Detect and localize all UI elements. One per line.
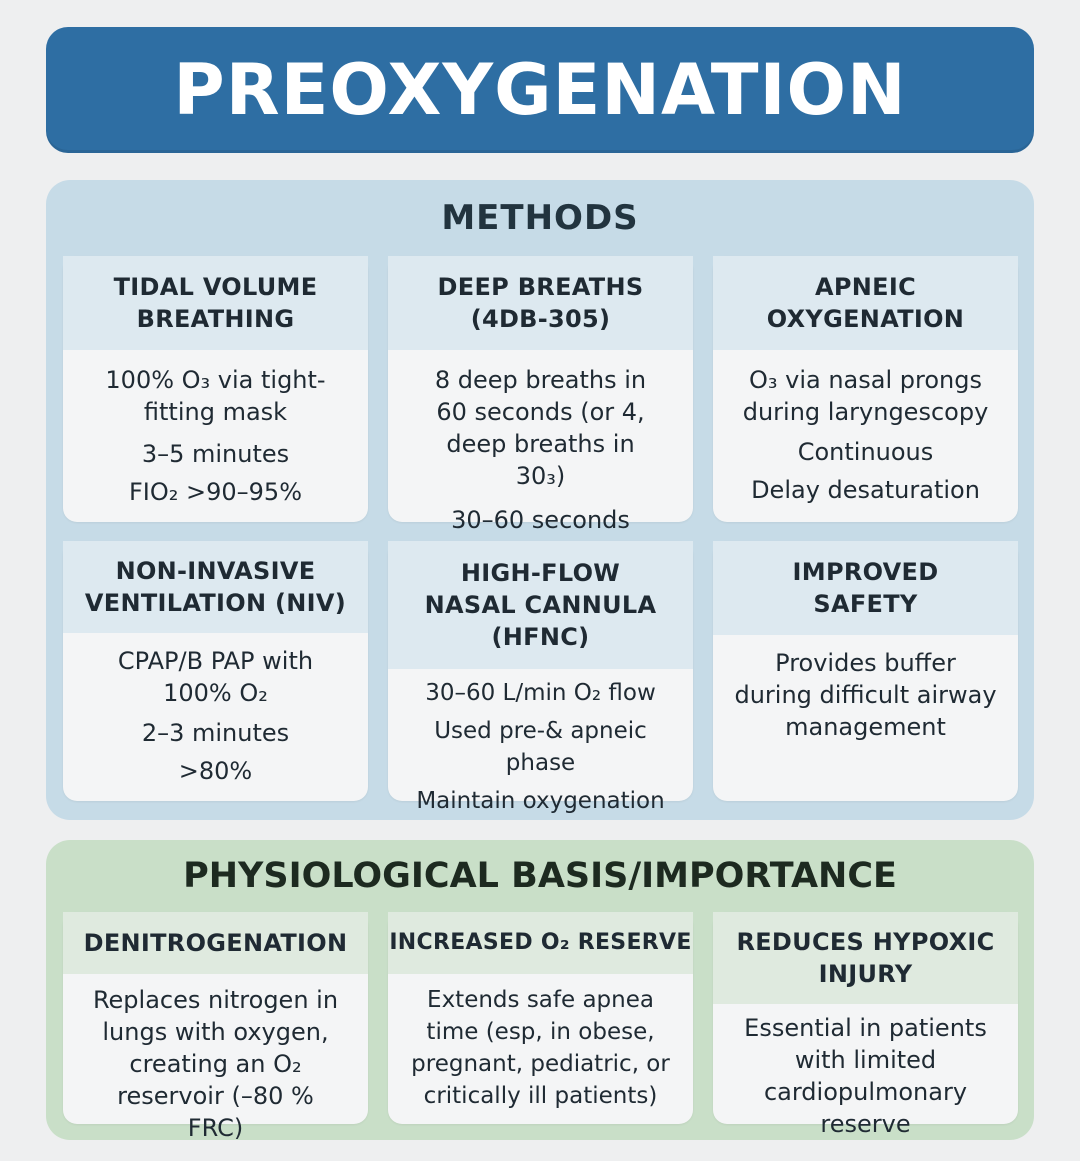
card-body: O₃ via nasal prongs during laryngescopy Continuous Delay desaturation: [742, 366, 989, 504]
method-card-deep-breaths: [388, 256, 693, 534]
method-card-hfnc: [388, 541, 693, 814]
basis-card-increased-o2-reserve: [388, 912, 693, 1124]
card-body: CPAP/B PAP with 100% O₂ 2–3 minutes >80%: [117, 647, 314, 785]
method-card-apneic-oxygenation: [713, 256, 1018, 522]
card-body: 100% O₃ via tight-fitting mask 3–5 minutes FIO₂ >90–95%: [105, 366, 326, 506]
physiological-basis-panel: [46, 840, 1034, 1140]
page-title: PREOXYGENATION: [173, 49, 907, 131]
card-title: HIGH-FLOW NASAL CANNULA (HFNC): [388, 541, 693, 669]
card-title: INCREASED O₂ RESERVE: [388, 912, 693, 974]
card-body: Essential in patients with limited cardiopulmonary reserve: [744, 1014, 987, 1138]
card-title: APNEIC OXYGENATION: [713, 256, 1018, 350]
card-title: DENITROGENATION: [63, 912, 368, 974]
card-body: 30–60 L/min O₂ flow Used pre-& apneic phase Maintain oxygenation: [416, 680, 665, 814]
title-banner: [46, 27, 1034, 153]
card-title: IMPROVED SAFETY: [713, 541, 1018, 635]
card-title: REDUCES HYPOXIC INJURY: [713, 912, 1018, 1004]
basis-card-reduces-hypoxic-injury: [713, 912, 1018, 1138]
method-card-tidal-volume: [63, 256, 368, 522]
methods-panel: [46, 180, 1034, 820]
card-title: DEEP BREATHS (4DB-305): [388, 256, 693, 350]
card-body: Provides buffer during difficult airway management: [734, 649, 997, 741]
card-body: Extends safe apnea time (esp, in obese, pregnant, pediatric, or critically ill patients): [411, 987, 670, 1109]
card-body: Replaces nitrogen in lungs with oxygen, creating an O₂ reservoir (–80 % FRC): [92, 986, 339, 1142]
card-title: NON-INVASIVE VENTILATION (NIV): [63, 541, 368, 633]
method-card-improved-safety: [713, 541, 1018, 801]
methods-heading: METHODS: [441, 198, 639, 238]
basis-heading: PHYSIOLOGICAL BASIS/IMPORTANCE: [183, 856, 897, 896]
card-body: 8 deep breaths in 60 seconds (or 4, deep breaths in 30₃) 30–60 seconds: [434, 366, 647, 534]
card-title: TIDAL VOLUME BREATHING: [63, 256, 368, 350]
basis-card-denitrogenation: [63, 912, 368, 1142]
method-card-niv: [63, 541, 368, 801]
